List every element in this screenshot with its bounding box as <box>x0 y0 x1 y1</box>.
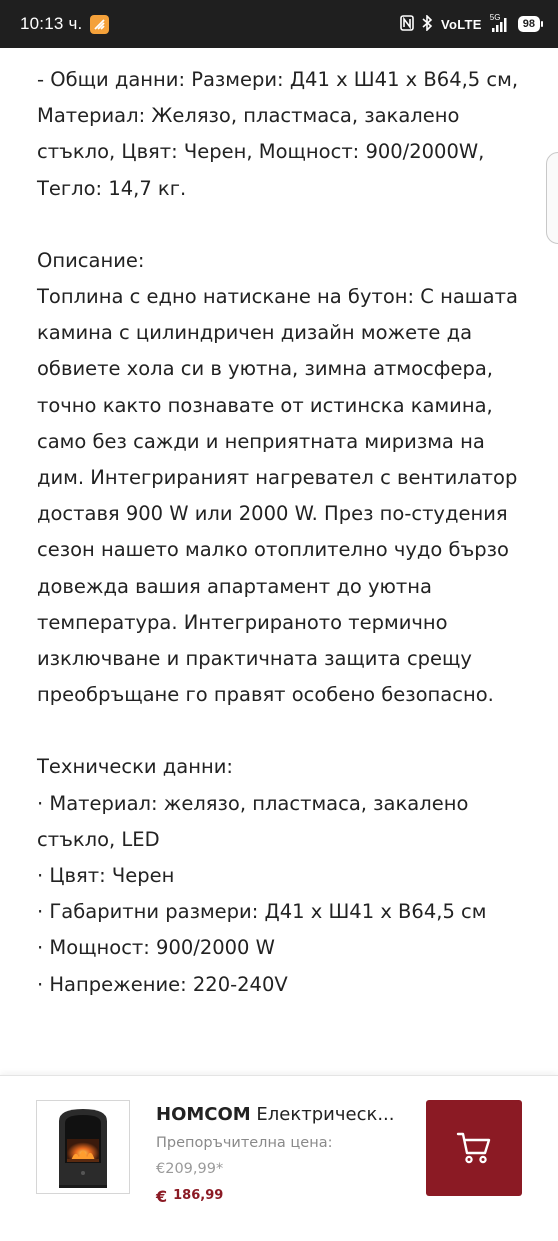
price-currency: € <box>156 1187 168 1206</box>
battery-icon: 98 <box>518 16 540 32</box>
tech-item-material: · Материал: желязо, пластмаса, закалено стъкло, LED <box>37 791 469 851</box>
product-thumbnail[interactable] <box>36 1100 130 1194</box>
price-value: 186,99 <box>173 1188 224 1203</box>
tech-item-voltage: · Напрежение: 220-240V <box>37 972 288 996</box>
rrp-label: Препоръчителна цена: <box>156 1135 333 1151</box>
edge-scroll-handle[interactable] <box>546 152 558 244</box>
status-time: 10:13 ч. <box>20 14 83 33</box>
nfc-icon <box>400 15 414 34</box>
product-brand: HOMCOM <box>156 1104 251 1125</box>
description-text: Топлина с едно натискане на бутон: С нашата камина с цилиндричен дизайн можете да обвиете хола си в уютна, зимна атмосфера, точно както познавате от истинска камина, само без сажди и неприятната миризма на дим. Интегрираният нагревател с вентилатор доставя 900 W или 2000 W. През по-студения сезон нашето малко отоплително чудо бързо довежда вашия апартамент до уютна температура. Интегрираното термично изключване и практичната защита срещу преобръщане го правят особено безопасно. <box>37 285 518 707</box>
notification-app-icon <box>90 15 109 34</box>
tech-item-color: · Цвят: Черен <box>37 864 175 888</box>
tech-heading: Технически данни: <box>37 755 233 779</box>
product-description <box>37 62 527 1003</box>
rrp-value: €209,99* <box>156 1161 224 1177</box>
description-heading: Описание: <box>37 248 145 272</box>
general-data-text: - Общи данни: Размери: Д41 х Ш41 х В64,5 см, Материал: Желязо, пластмаса, закалено стъкло, Цвят: Черен, Мощност: 900/2000W, Тегло: 14,7 кг. <box>37 68 519 200</box>
current-price <box>156 1187 223 1206</box>
fireplace-image <box>37 1101 129 1193</box>
product-title[interactable] <box>156 1104 406 1125</box>
add-to-cart-button[interactable] <box>426 1100 522 1196</box>
sticky-product-bar <box>0 1075 558 1241</box>
shopping-cart-icon <box>456 1131 492 1165</box>
signal-icon <box>489 12 510 32</box>
volte-label: VoLTE <box>441 16 482 32</box>
tech-item-power: · Мощност: 900/2000 W <box>37 936 275 960</box>
tech-list <box>37 786 527 1003</box>
tech-item-dimensions: · Габаритни размери: Д41 х Ш41 х В64,5 см <box>37 900 487 924</box>
status-bar <box>0 0 558 48</box>
bluetooth-icon <box>422 15 433 34</box>
status-icons <box>400 12 540 34</box>
paragraph-spacer <box>37 713 527 749</box>
product-name: Електрическ... <box>250 1104 395 1125</box>
network-type-label: 5G <box>489 12 501 22</box>
paragraph-spacer <box>37 207 527 243</box>
